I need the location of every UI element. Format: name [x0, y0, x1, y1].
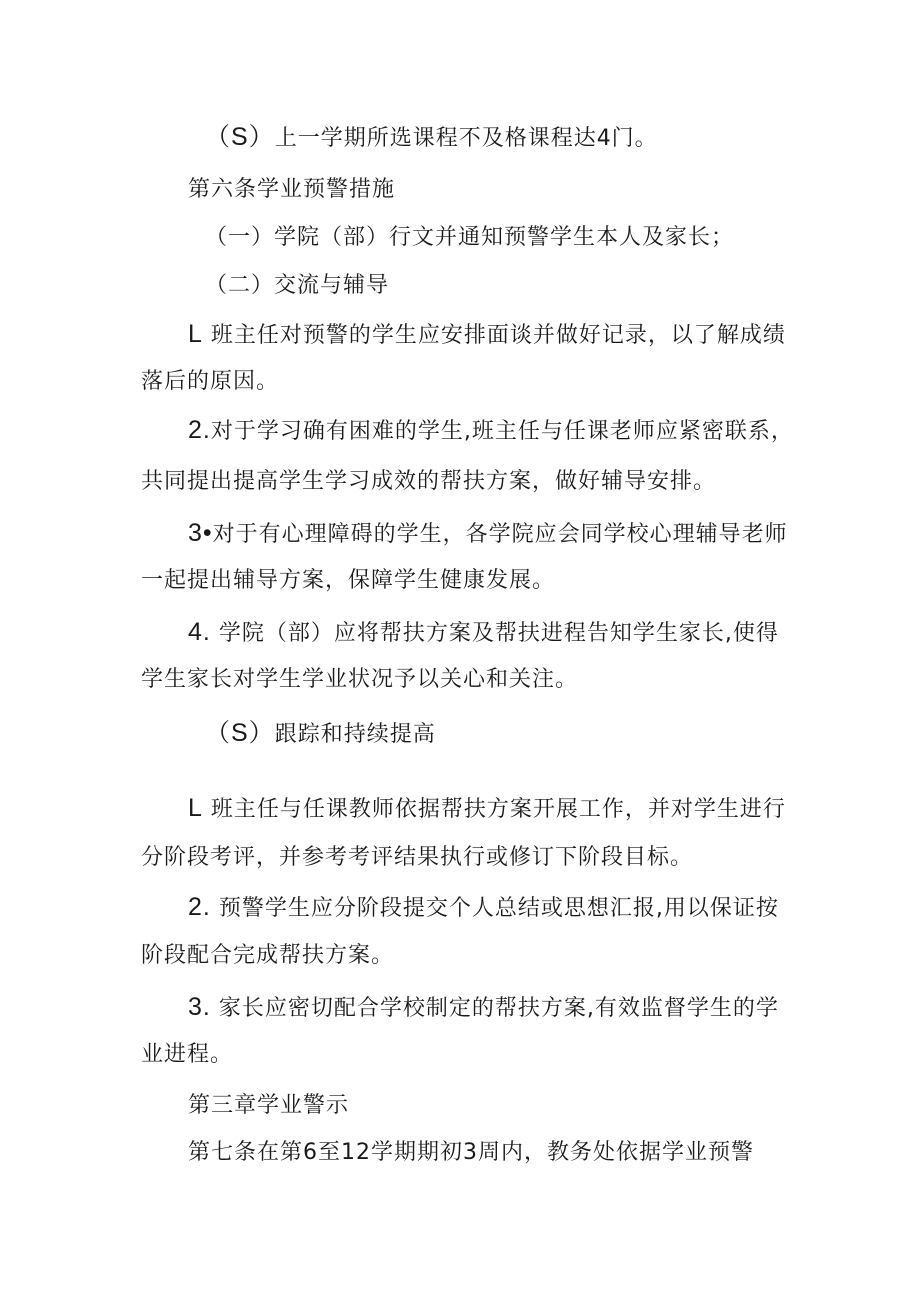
line-prefix: L — [188, 794, 203, 822]
line-text: 阶段配合完成帮扶方案。 — [141, 943, 395, 968]
line-text: （一）学院（部）行文并通知预警学生本人及家长； — [205, 225, 735, 250]
list-item — [188, 319, 786, 351]
line-prefix: L — [188, 320, 203, 348]
line-prefix: 4. — [188, 618, 211, 646]
list-item — [188, 518, 788, 550]
line-text: 第六条学业预警措施 — [188, 177, 396, 202]
text-line — [141, 566, 555, 596]
text-line — [141, 843, 693, 873]
chapter-heading — [188, 1091, 349, 1121]
line-prefix: （S） — [205, 123, 275, 151]
text-line — [141, 1040, 233, 1070]
list-item — [188, 617, 779, 649]
text-line — [141, 467, 716, 497]
line-text: 一起提出辅导方案，保障学生健康发展。 — [141, 568, 556, 593]
line-text: （二）交流与辅导 — [205, 273, 390, 298]
list-item — [188, 892, 779, 924]
line-prefix: 3• — [188, 519, 213, 547]
line-text: 班主任与任课教师依据帮扶方案开展工作，并对学生进行 — [210, 797, 786, 822]
text-line — [141, 367, 279, 397]
line-text: 上一学期所选课程不及格课程达4门。 — [274, 126, 658, 151]
text-line — [205, 122, 658, 154]
text-line — [188, 1138, 754, 1168]
line-text: 家长应密切配合学校制定的帮扶方案,有效监督学生的学 — [218, 996, 779, 1021]
line-text: 对于有心理障碍的学生，各学院应会同学校心理辅导老师 — [212, 522, 788, 547]
section-heading — [188, 175, 395, 205]
line-text: 学院（部）应将帮扶方案及帮扶进程告知学生家长,使得 — [218, 621, 779, 646]
line-text: 共同提出提高学生学习成效的帮扶方案，做好辅导安排。 — [141, 469, 717, 494]
list-item — [188, 415, 794, 447]
line-text: 第三章学业警示 — [188, 1093, 350, 1118]
line-prefix: 3. — [188, 993, 211, 1021]
line-text: 第七条在第6至12学期期初3周内，教务处依据学业预警 — [188, 1140, 754, 1165]
line-prefix: （S） — [205, 719, 275, 747]
line-text: 分阶段考评，并参考考评结果执行或修订下阶段目标。 — [141, 845, 694, 870]
line-text: 跟踪和持续提高 — [274, 722, 436, 747]
line-text: 落后的原因。 — [141, 369, 280, 394]
line-text: 班主任对预警的学生应安排面谈并做好记录，以了解成绩 — [210, 323, 786, 348]
line-prefix: 2. — [188, 893, 211, 921]
list-item — [188, 793, 786, 825]
list-item — [188, 992, 779, 1024]
text-line — [205, 718, 436, 750]
text-line — [141, 941, 394, 971]
line-text: 业进程。 — [141, 1042, 234, 1067]
text-line — [141, 665, 578, 695]
text-line — [205, 223, 734, 253]
line-text: 学生家长对学生学业状况予以关心和关注。 — [141, 667, 579, 692]
line-prefix: 2. — [188, 416, 211, 444]
line-text: 对于学习确有困难的学生,班主任与任课老师应紧密联系， — [210, 419, 794, 444]
text-line — [205, 271, 389, 301]
line-text: 预警学生应分阶段提交个人总结或思想汇报,用以保证按 — [218, 896, 779, 921]
